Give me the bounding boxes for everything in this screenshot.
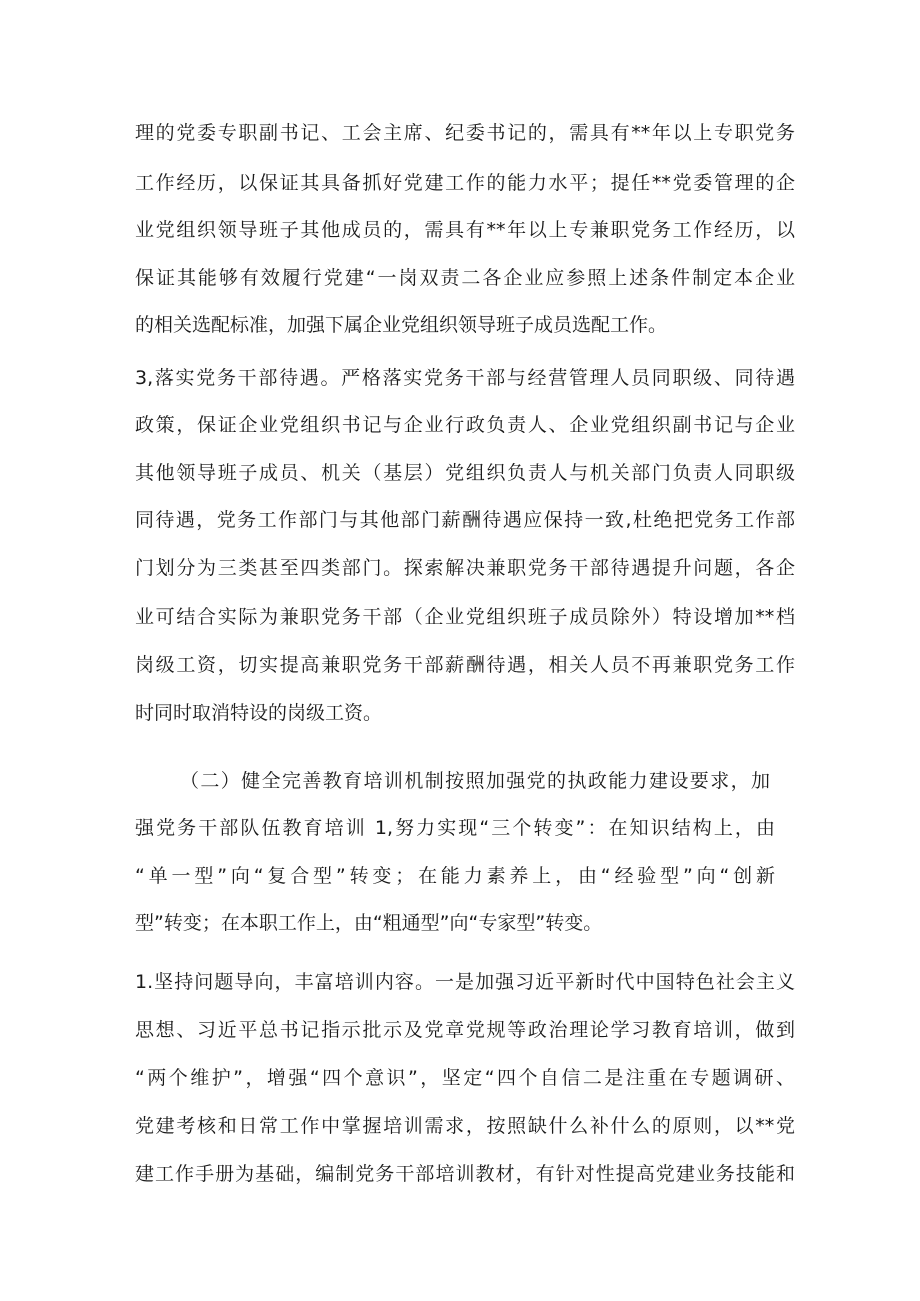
text-line: 业可结合实际为兼职党务干部（企业党组织班子成员除外）特设增加**档 bbox=[135, 606, 795, 628]
section-heading-line: （二）健全完善教育培训机制按照加强党的执政能力建设要求，加 bbox=[180, 770, 770, 792]
text-line: 1.坚持问题导向，丰富培训内容。一是加强习近平新时代中国特色社会主义 bbox=[135, 971, 795, 993]
text-line: 3,落实党务干部待遇。严格落实党务干部与经营管理人员同职级、同待遇 bbox=[135, 367, 795, 389]
text-line: 其他领导班子成员、机关（基层）党组织负责人与机关部门负责人同职级 bbox=[135, 462, 795, 484]
text-line: 思想、习近平总书记指示批示及党章党规等政治理论学习教育培训，做到 bbox=[135, 1019, 795, 1041]
text-line: 党建考核和日常工作中掌握培训需求，按照缺什么补什么的原则，以**党 bbox=[135, 1115, 795, 1137]
text-line: 理的党委专职副书记、工会主席、纪委书记的，需具有**年以上专职党务 bbox=[135, 122, 795, 144]
text-line: 保证其能够有效履行党建“一岗双责二各企业应参照上述条件制定本企业 bbox=[135, 267, 795, 289]
text-line: 岗级工资，切实提高兼职党务干部薪酬待遇，相关人员不再兼职党务工作 bbox=[135, 654, 795, 676]
text-line: 业党组织领导班子其他成员的，需具有**年以上专兼职党务工作经历，以 bbox=[135, 219, 795, 241]
text-line: 时同时取消特设的岗级工资。 bbox=[135, 702, 383, 724]
text-line: 门划分为三类甚至四类部门。探索解决兼职党务干部待遇提升问题，各企 bbox=[135, 557, 795, 579]
text-line: 的相关选配标准，加强下属企业党组织领导班子成员选配工作。 bbox=[135, 314, 668, 336]
text-line: 同待遇，党务工作部门与其他部门薪酬待遇应保持一致,杜绝把党务工作部 bbox=[135, 509, 795, 531]
text-line: “两个维护”，增强“四个意识”，坚定“四个自信二是注重在专题调研、 bbox=[135, 1067, 795, 1089]
text-line: 政策，保证企业党组织书记与企业行政负责人、企业党组织副书记与企业 bbox=[135, 414, 795, 436]
text-line: 建工作手册为基础，编制党务干部培训教材，有针对性提高党建业务技能和 bbox=[135, 1163, 795, 1185]
text-line: 工作经历，以保证其具备抓好党建工作的能力水平；提任**党委管理的企 bbox=[135, 172, 795, 194]
text-line: 型”转变；在本职工作上，由“粗通型”向“专家型”转变。 bbox=[135, 912, 603, 934]
text-line: “单一型”向“复合型”转变；在能力素养上，由“经验型”向“创新 bbox=[135, 865, 775, 887]
text-line: 强党务干部队伍教育培训 1,努力实现“三个转变”：在知识结构上，由 bbox=[135, 817, 775, 839]
